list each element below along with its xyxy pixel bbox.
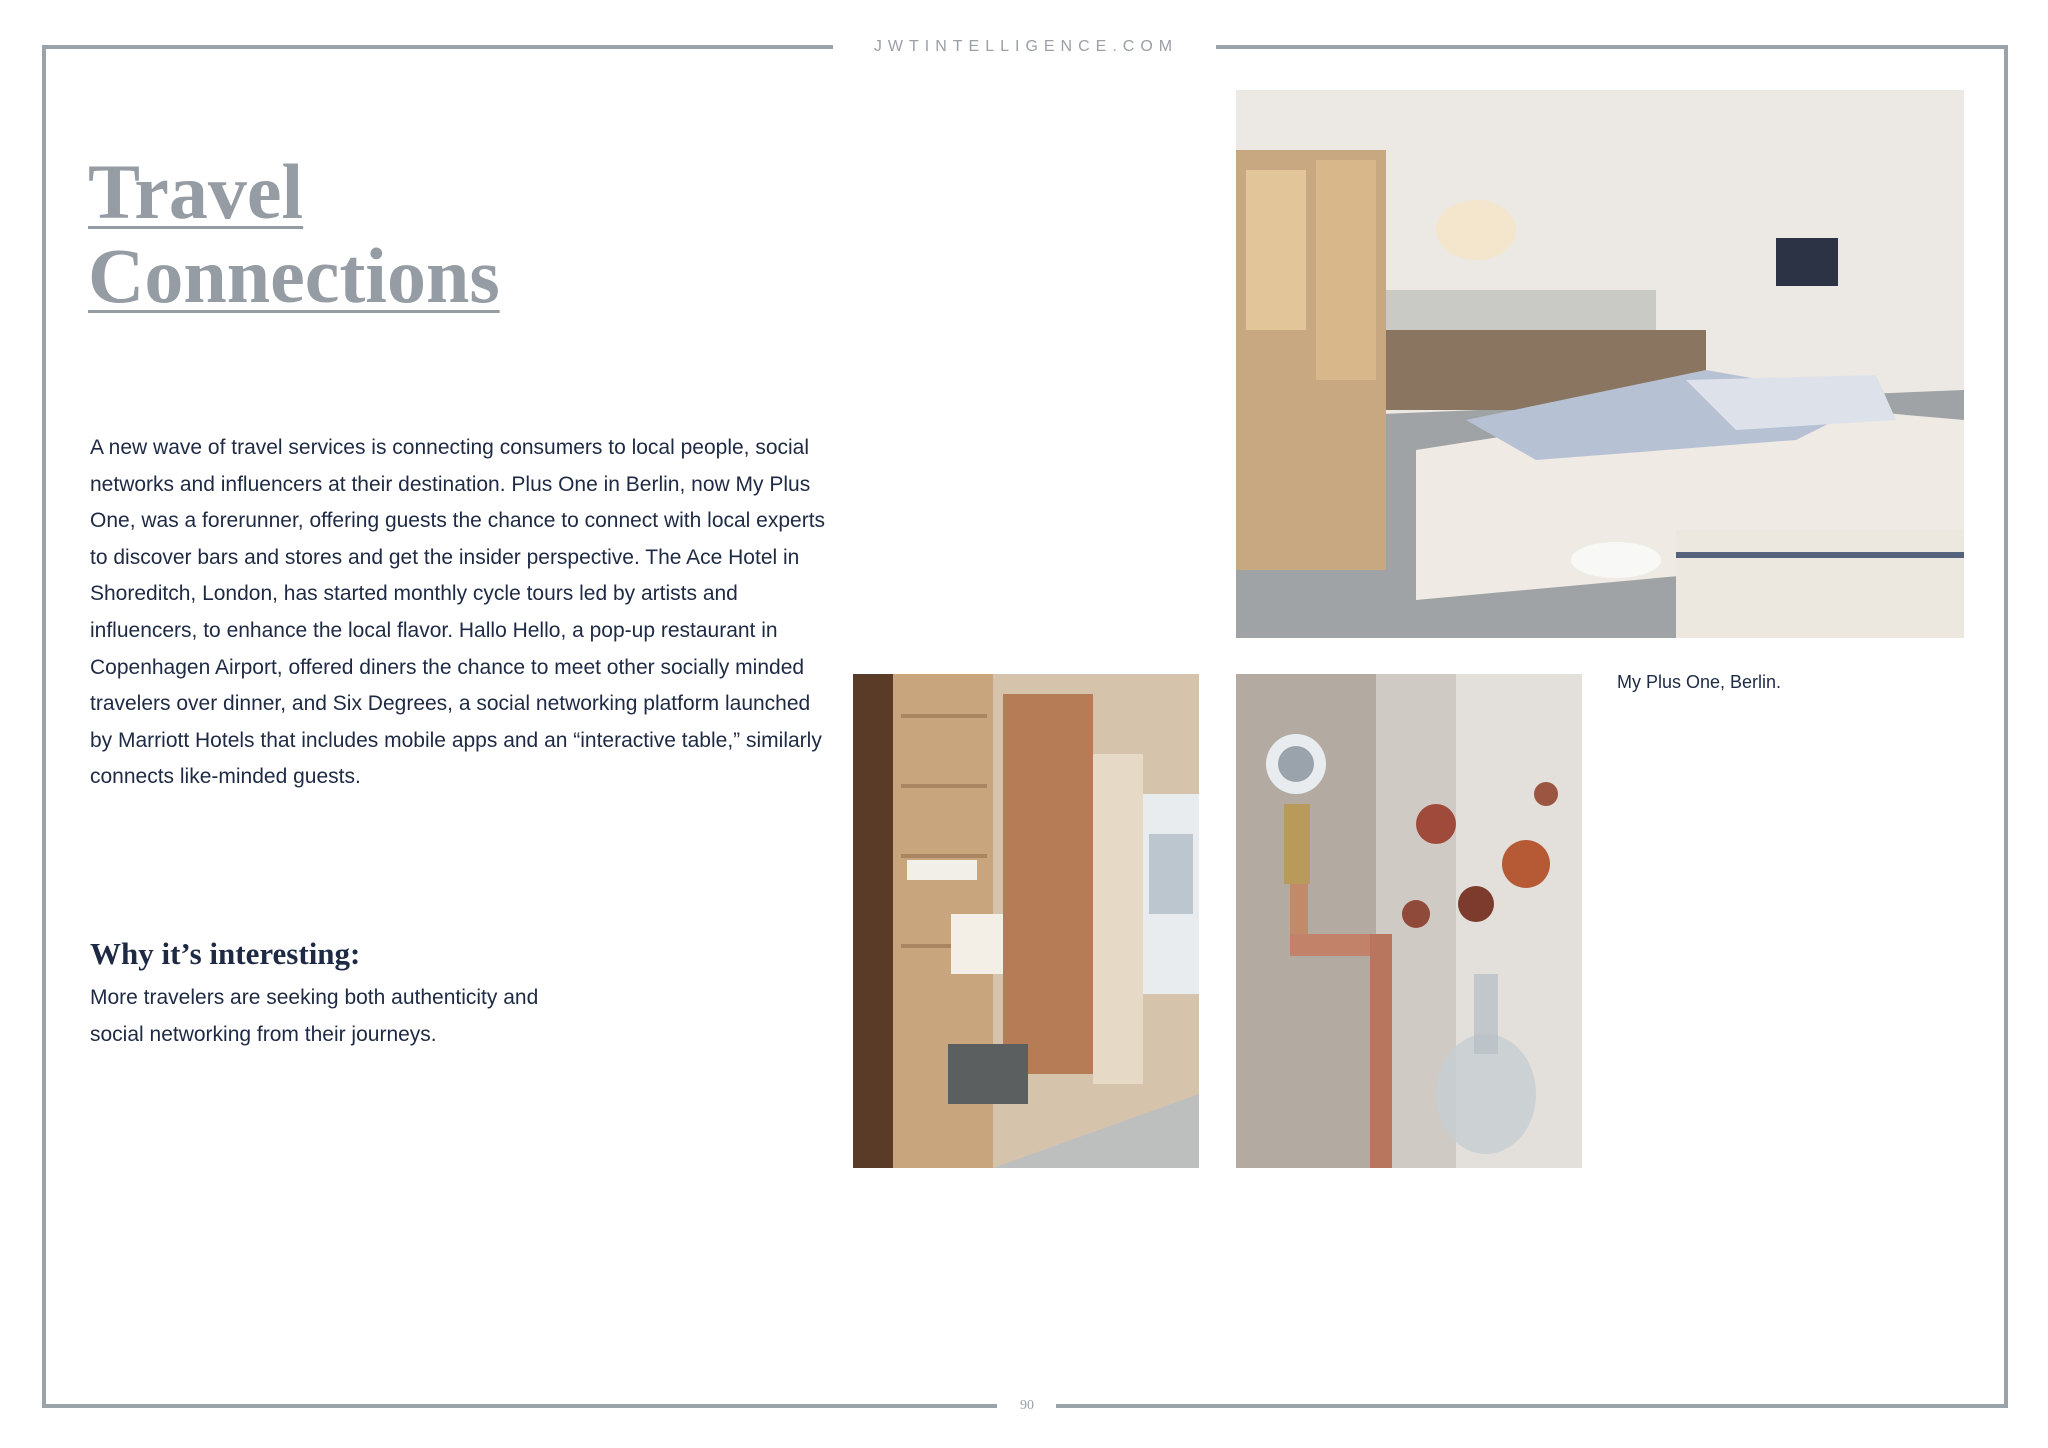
page-number: 90: [1020, 1398, 1034, 1413]
frame-top-left: [42, 45, 833, 49]
frame-bottom-left: [42, 1404, 997, 1408]
frame-bottom-right: [1056, 1404, 2008, 1408]
title-line-1: Travel: [88, 148, 304, 235]
title-line-2: Connections: [88, 232, 500, 319]
photo-caption: My Plus One, Berlin.: [1617, 672, 1782, 692]
page-title: [88, 150, 788, 318]
site-url[interactable]: JWTINTELLIGENCE.COM: [873, 38, 1179, 55]
wardrobe-photo: [853, 674, 1199, 1168]
frame-right: [2004, 45, 2008, 1408]
frame-top-right: [1216, 45, 2008, 49]
body-paragraph: A new wave of travel services is connecting consumers to local people, social networks and influencers at their destination. Plus One in Berlin, now My Plus One, was a forerunner, offering guests the chance to connect with local experts to discover bars and stores and get the insider perspective. The Ace Hotel in Shoreditch, London, has started monthly cycle tours led by artists and influencers, to enhance the local flavor. Hallo Hello, a pop-up restaurant in Copenhagen Airport, offered diners the chance to meet other socially minded travelers over dinner, and Six Degrees, a social networking platform launched by Marriott Hotels that includes mobile apps and an “interactive table,” similarly connects like-minded guests.: [90, 436, 826, 789]
why-heading: Why it’s interesting:: [90, 936, 361, 971]
why-text: More travelers are seeking both authenticity and social networking from their journeys.: [90, 986, 539, 1046]
lamp-flowers-photo: [1236, 674, 1582, 1168]
bedroom-photo: [1236, 90, 1964, 638]
frame-left: [42, 45, 46, 1408]
